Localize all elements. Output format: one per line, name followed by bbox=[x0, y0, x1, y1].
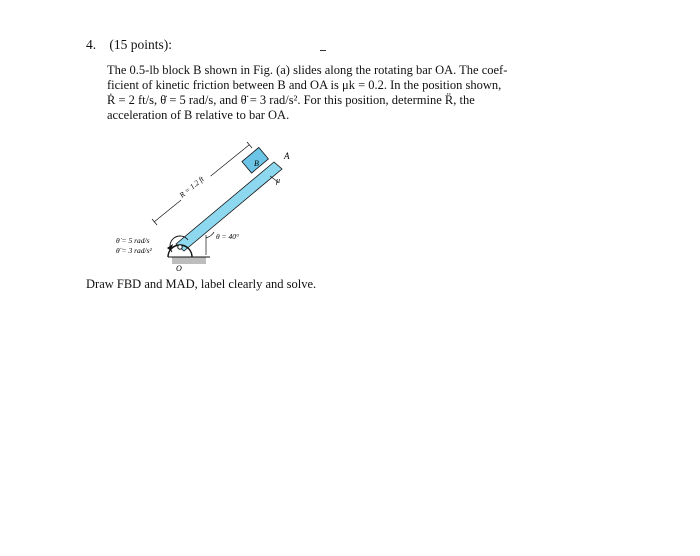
pin-O bbox=[178, 245, 182, 249]
label-theta-dot: θ̇ = 5 rad/s bbox=[116, 236, 150, 245]
figure-diagram bbox=[110, 140, 310, 275]
question-number: 4. bbox=[86, 37, 97, 52]
theta-angle-arc bbox=[206, 232, 214, 238]
label-mu: μ bbox=[276, 176, 281, 185]
label-theta: θ = 40° bbox=[216, 232, 239, 241]
problem-line-4: acceleration of B relative to bar OA. bbox=[107, 108, 290, 122]
label-O: O bbox=[176, 264, 182, 273]
problem-figure bbox=[110, 140, 310, 280]
problem-line-1: The 0.5-lb block B shown in Fig. (a) slides along the rotating bar OA. The coef- bbox=[107, 63, 508, 77]
ground-support bbox=[172, 257, 206, 264]
instructions-text: Draw FBD and MAD, label clearly and solve. bbox=[86, 277, 317, 291]
R-dimension-tick-end bbox=[247, 142, 252, 148]
label-theta-ddot: θ̈ = 3 rad/s² bbox=[116, 246, 152, 255]
question-points: (15 points): bbox=[109, 37, 172, 52]
stray-dash-mark bbox=[320, 50, 326, 51]
label-R: R = 1.2 ft bbox=[177, 174, 206, 200]
problem-line-3: Ṙ = 2 ft/s, θ̇ = 5 rad/s, and θ̈ = 3 rad/s². For this position, determine R̈, the bbox=[107, 93, 475, 107]
R-label-group bbox=[175, 169, 211, 201]
label-A: A bbox=[284, 151, 290, 161]
label-B: B bbox=[254, 159, 259, 168]
problem-statement bbox=[107, 63, 547, 123]
problem-line-2: ficient of kinetic friction between B and OA is μk = 0.2. In the position shown, bbox=[107, 78, 502, 92]
question-heading bbox=[86, 37, 172, 53]
